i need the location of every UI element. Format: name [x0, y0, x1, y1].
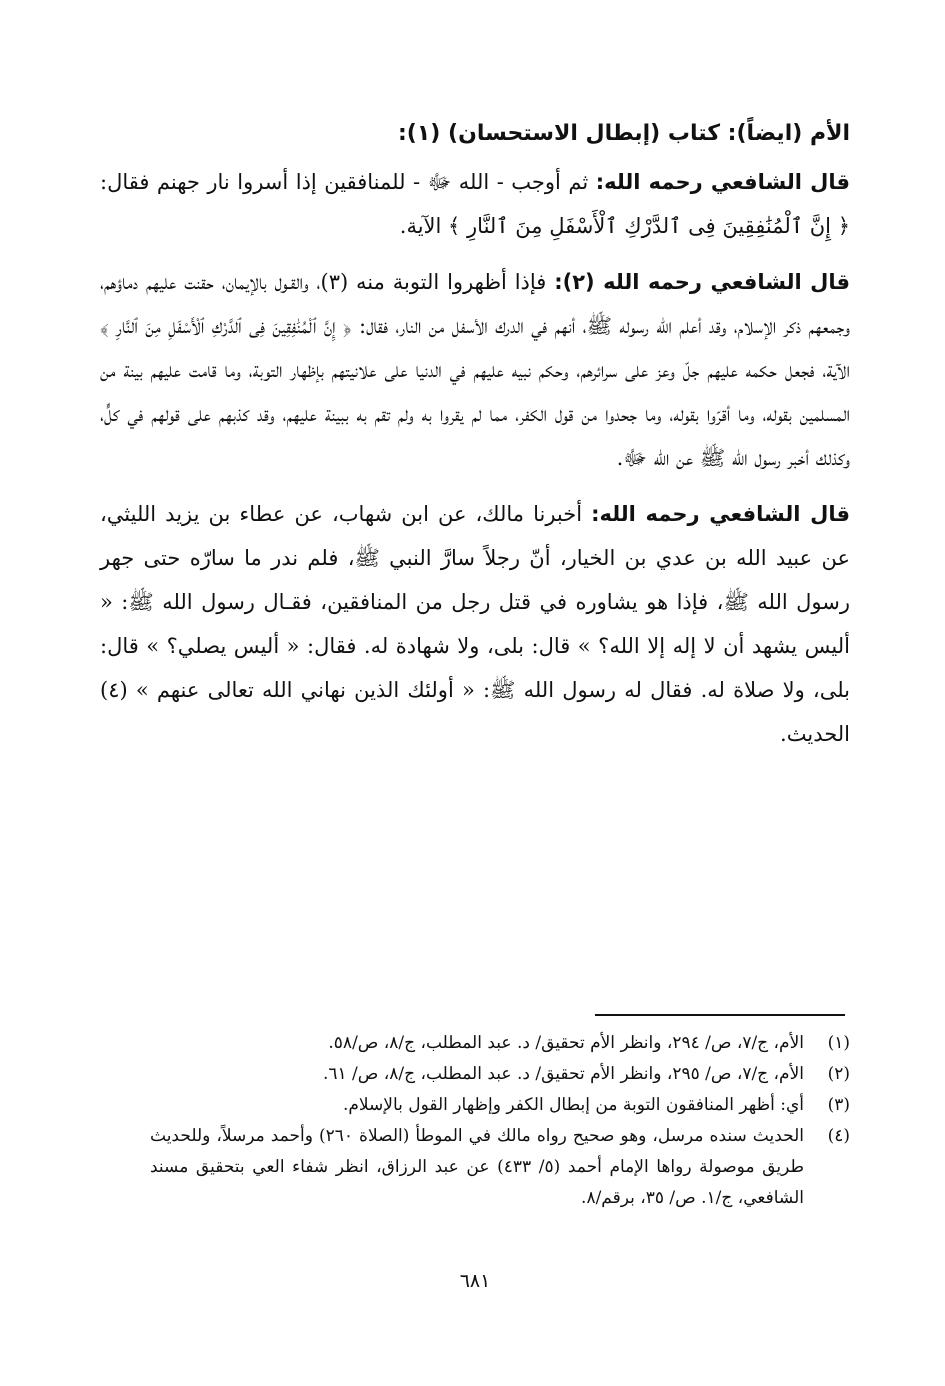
paragraph-2 — [100, 260, 850, 480]
paragraph-1 — [100, 160, 850, 248]
section-heading: الأم (ايضاً): كتاب (إبطال الاستحسان) (١): — [398, 121, 850, 146]
footnote-2 — [150, 1059, 850, 1090]
footnote-3 — [150, 1090, 850, 1121]
footnotes — [150, 1028, 850, 1214]
footnote-4-number: (٤) — [827, 1126, 850, 1146]
paragraph-3-text: أخبرنا مالك، عن ابن شهاب، عن عطاء بن يزيد الليثي، عن عبيد الله بن عدي بن الخيار، أنّ رجلاً سارَّ النبي ﷺ، فلم ندر ما سارّه حتى جهر رسول الله ﷺ، فإذا هو يشاوره في قتل رجل من المنافقين، فقـال رسول الله ﷺ: « أليس يشهد أن لا إله إلا الله؟ » قال: بلى، ولا شهادة له. فقال: « أليس يصلي؟ » قال: بلى، ولا صلاة له. فقال له رسول الله ﷺ: « أولئك الذين نهاني الله تعالى عنهم » (٤) الحديث. — [100, 502, 850, 746]
paragraph-1-text: ثم أوجب - الله ﷻ - للمنافقين إذا أسروا نار جهنم فقال: ﴿ إِنَّ ٱلْمُنَٰفِقِينَ فِى ٱلدَّرْكِ ٱلْأَسْفَلِ مِنَ ٱلنَّارِ ﴾ الآية. — [100, 170, 850, 238]
page-number: ٦٨١ — [459, 1270, 491, 1292]
footnote-2-number: (٢) — [827, 1064, 850, 1084]
paragraph-3 — [100, 492, 850, 756]
footnote-1 — [150, 1028, 850, 1059]
paragraph-1-speaker: قال الشافعي رحمه الله: — [595, 170, 850, 194]
footnote-4-text: الحديث سنده مرسل، وهو صحيح رواه مالك في الموطأ (الصلاة ٢٦٠) وأحمد مرسلاً، وللحديث طريق موصولة رواها الإمام أحمد (٥/ ٤٣٣) عن عبد الرزاق، انظر شفاء العي بتحقيق مسند الشافعي، ج/١. ص/ ٣٥، برقم/٨. — [150, 1126, 804, 1208]
paragraph-2-text: فإذا أظهروا التوبة منه (٣)، والقـول بالإيمان، حقنت عليهم دماؤهم، وجمعهم ذكر الإسلام، وقد أعلم الله رسوله ﷺ، أنهم في الدرك الأسفل من النار، فقال: ﴿ إِنَّ ٱلْمُنَٰفِقِينَ فِى ٱلدَّرْكِ ٱلْأَسْفَلِ مِنَ ٱلنَّارِ ﴾ الآية، فجعل حكمه عليهم جلّ وعز على سرائرهم، وحكم نبيه عليهم في الدنيا على علانيتهم بإظهار التوبة، وما قامت عليهم بينة من المسلمين بقوله، وما أقرّوا بقوله، وما جحدوا من قول الكفر، مما لم يقروا به ولم تقم به ببينة عليهم، وقد كذبهم على قولهم في كلٍّ، وكذلك أخبر رسول الله ﷺ عن الله ﷻ. — [100, 270, 850, 470]
paragraph-3-speaker: قال الشافعي رحمه الله: — [591, 502, 850, 526]
footnote-3-number: (٣) — [827, 1095, 850, 1115]
paragraph-2-speaker: قال الشافعي رحمه الله (٢): — [554, 270, 850, 294]
footnote-4 — [150, 1121, 850, 1214]
footnote-1-number: (١) — [827, 1033, 850, 1053]
footnote-2-text: الأم، ج/٧، ص/ ٢٩٥، وانظر الأم تحقيق/ د. عبد المطلب، ج/٨، ص/ ٦١. — [322, 1064, 804, 1084]
footnote-1-text: الأم، ج/٧، ص/ ٢٩٤، وانظر الأم تحقيق/ د. عبد المطلب، ج/٨، ص/٥٨. — [328, 1033, 804, 1053]
footnote-3-text: أي: أظهر المنافقون التوبة من إبطال الكفر وإظهار القول بالإسلام. — [342, 1095, 804, 1115]
footnote-divider — [595, 1014, 845, 1016]
